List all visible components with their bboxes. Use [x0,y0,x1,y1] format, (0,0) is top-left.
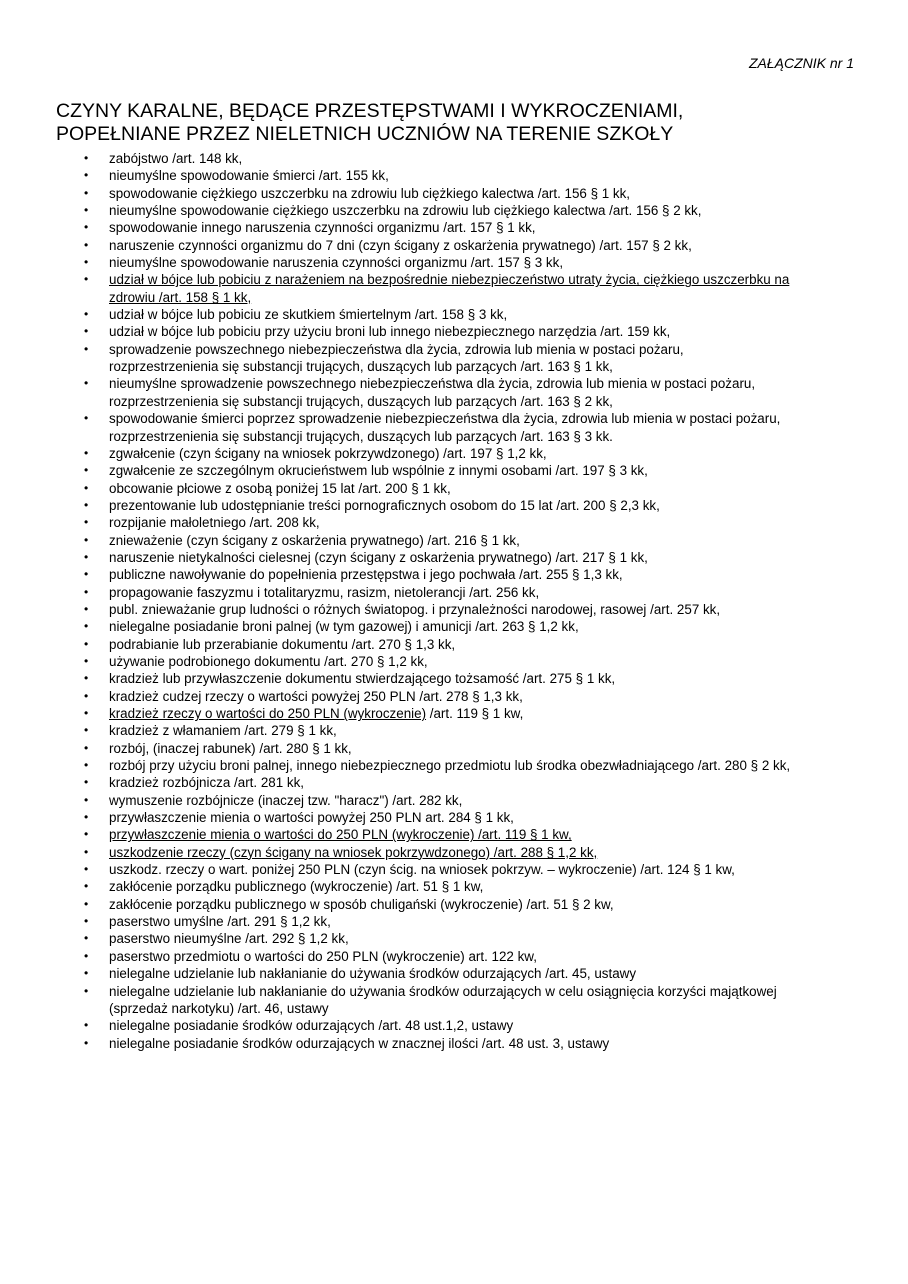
list-item-text: paserstwo umyślne /art. 291 § 1,2 kk, [109,914,331,930]
bullet-icon: • [84,515,89,530]
list-item-text: uszkodz. rzeczy o wart. poniżej 250 PLN (czyn ścig. na wniosek pokrzyw. – wykroczenie) /art. 124 § 1 kw, [109,862,735,878]
list-item-text: przywłaszczenie mienia o wartości powyżej 250 PLN art. 284 § 1 kk, [109,810,514,826]
bullet-icon: • [84,688,89,703]
list-item [84,167,854,184]
list-item [84,913,854,930]
list-item [84,1017,854,1034]
list-item-text: uszkodzenie rzeczy (czyn ścigany na wniosek pokrzywdzonego) /art. 288 § 1,2 kk, [109,844,598,860]
list-item-text-continued: rozprzestrzenienia się substancji trujących, duszących lub parzących /art. 163 § 3 kk. [109,428,613,444]
bullet-icon: • [84,601,89,616]
list-item-text: spowodowanie innego naruszenia czynności organizmu /art. 157 § 1 kk, [109,220,536,236]
list-item [84,219,854,236]
list-item-text: naruszenie czynności organizmu do 7 dni (czyn ścigany z oskarżenia prywatnego) /art. 157 § 2 kk, [109,237,692,253]
bullet-icon: • [84,896,89,911]
bullet-icon: • [84,549,89,564]
list-item-text: spowodowanie ciężkiego uszczerbku na zdrowiu lub ciężkiego kalectwa /art. 156 § 1 kk, [109,185,631,201]
underlined-text: kradzież rzeczy o wartości do 250 PLN (wykroczenie) [109,706,427,721]
list-item [84,948,854,965]
bullet-icon: • [84,723,89,738]
bullet-icon: • [84,636,89,651]
list-item-text: nielegalne posiadanie środków odurzających w znacznej ilości /art. 48 ust. 3, ustawy [109,1035,610,1051]
bullet-icon: • [84,758,89,773]
list-item-text: nieumyślne spowodowanie śmierci /art. 155 kk, [109,168,389,184]
list-item [84,497,854,514]
list-item-text: nieumyślne spowodowanie naruszenia czynności organizmu /art. 157 § 3 kk, [109,255,564,271]
list-item [84,653,854,670]
bullet-icon: • [84,445,89,460]
bullet-icon: • [84,931,89,946]
list-item-text: rozbój, (inaczej rabunek) /art. 280 § 1 kk, [109,740,352,756]
bullet-icon: • [84,220,89,235]
bullet-icon: • [84,740,89,755]
bullet-icon: • [84,948,89,963]
bullet-icon: • [84,307,89,322]
list-item-text: prezentowanie lub udostępnianie treści pornograficznych osobom do 15 lat /art. 200 § 2,3 kk, [109,497,660,513]
bullet-icon: • [84,810,89,825]
list-item [84,792,854,809]
list-item [84,688,854,705]
list-item-text: nieumyślne sprowadzenie powszechnego niebezpieczeństwa dla życia, zdrowia lub mienia w postaci pożaru, [109,376,756,392]
bullet-icon: • [84,463,89,478]
list-item-text: zgwałcenie (czyn ścigany na wniosek pokrzywdzonego) /art. 197 § 1,2 kk, [109,445,547,461]
list-item [84,410,854,445]
list-item [84,254,854,271]
document-title [56,100,856,146]
bullet-icon: • [84,255,89,270]
list-item-text-continued: zdrowiu /art. 158 § 1 kk, [109,289,252,305]
bullet-icon: • [84,341,89,356]
bullet-icon: • [84,983,89,998]
list-item-text: paserstwo przedmiotu o wartości do 250 PLN (wykroczenie) art. 122 kw, [109,948,537,964]
list-item-text: udział w bójce lub pobiciu z narażeniem na bezpośrednie niebezpieczeństwo utraty życia, ciężkiego uszczerbku na [109,272,790,288]
list-item [84,809,854,826]
list-item [84,705,854,722]
list-item [84,618,854,635]
list-item-text: sprowadzenie powszechnego niebezpieczeństwa dla życia, zdrowia lub mienia w postaci pożaru, [109,341,684,357]
list-item-text: udział w bójce lub pobiciu przy użyciu broni lub innego niebezpiecznego narzędzia /art. 159 kk, [109,324,671,340]
bullet-icon: • [84,168,89,183]
list-item-text: rozpijanie małoletniego /art. 208 kk, [109,515,320,531]
list-item [84,375,854,410]
list-item-text [109,705,854,722]
bullet-icon: • [84,775,89,790]
list-item-text-continued: (sprzedaż narkotyku) /art. 46, ustawy [109,1000,329,1016]
bullet-icon: • [84,185,89,200]
list-item-text: zgwałcenie ze szczególnym okrucieństwem lub wspólnie z innymi osobami /art. 197 § 3 kk, [109,463,648,479]
list-item [84,532,854,549]
list-item-text: publ. znieważanie grup ludności o różnych światopog. i przynależności narodowej, rasowej /art. 257 kk, [109,601,721,617]
list-item-text: przywłaszczenie mienia o wartości do 250 PLN (wykroczenie) /art. 119 § 1 kw, [109,827,572,843]
list-item [84,584,854,601]
title-line-2: POPEŁNIANE PRZEZ NIELETNICH UCZNIÓW NA TERENIE SZKOŁY [56,123,674,145]
list-item-text: propagowanie faszyzmu i totalitaryzmu, rasizm, nietolerancji /art. 256 kk, [109,584,540,600]
list-item [84,480,854,497]
list-item-text: kradzież rozbójnicza /art. 281 kk, [109,775,304,791]
list-item [84,896,854,913]
list-item [84,323,854,340]
list-item-text: zakłócenie porządku publicznego w sposób chuligański (wykroczenie) /art. 51 § 2 kw, [109,896,614,912]
annex-label: ZAŁĄCZNIK nr 1 [748,55,854,71]
list-item [84,878,854,895]
bullet-icon: • [84,653,89,668]
bullet-icon: • [84,966,89,981]
list-item-text: kradzież z włamaniem /art. 279 § 1 kk, [109,723,337,739]
bullet-icon: • [84,376,89,391]
list-item-text-continued: rozprzestrzenienia się substancji trujących, duszących lub parzących /art. 163 § 2 kk, [109,393,613,409]
list-item-text: rozbój przy użyciu broni palnej, innego niebezpiecznego przedmiotu lub środka obezwładniającego /art. 280 § 2 kk, [109,758,791,774]
bullet-icon: • [84,203,89,218]
list-item [84,740,854,757]
list-item-text: obcowanie płciowe z osobą poniżej 15 lat /art. 200 § 1 kk, [109,480,451,496]
list-item-text: spowodowanie śmierci poprzez sprowadzenie niebezpieczeństwa dla życia, zdrowia lub mienia w postaci pożaru, [109,411,781,427]
bullet-icon: • [84,844,89,859]
bullet-icon: • [84,792,89,807]
list-item-text: używanie podrobionego dokumentu /art. 270 § 1,2 kk, [109,653,428,669]
list-item [84,462,854,479]
list-item-text: paserstwo nieumyślne /art. 292 § 1,2 kk, [109,931,349,947]
list-item-text: nielegalne udzielanie lub nakłanianie do używania środków odurzających /art. 45, ustawy [109,966,637,982]
list-item [84,844,854,861]
list-item [84,826,854,843]
list-item [84,202,854,219]
list-item-text: znieważenie (czyn ścigany z oskarżenia prywatnego) /art. 216 § 1 kk, [109,532,520,548]
list-item [84,185,854,202]
bullet-icon: • [84,862,89,877]
bullet-icon: • [84,827,89,842]
bullet-icon: • [84,480,89,495]
list-item [84,237,854,254]
bullet-icon: • [84,151,89,165]
list-item-text: nieumyślne spowodowanie ciężkiego uszczerbku na zdrowiu lub ciężkiego kalectwa /art. 156 § 2 kk, [109,203,702,219]
bullet-icon: • [84,879,89,894]
list-item [84,774,854,791]
bullet-icon: • [84,671,89,686]
title-line-1: CZYNY KARALNE, BĘDĄCE PRZESTĘPSTWAMI I WYKROCZENIAMI, [56,100,684,122]
list-item [84,983,854,1018]
list-item-text: kradzież cudzej rzeczy o wartości powyżej 250 PLN /art. 278 § 1,3 kk, [109,688,523,704]
list-item-text: naruszenie nietykalności cielesnej (czyn ścigany z oskarżenia prywatnego) /art. 217 § 1 kk, [109,549,648,565]
list-item [84,722,854,739]
bullet-icon: • [84,532,89,547]
list-item-text: nielegalne udzielanie lub nakłanianie do używania środków odurzających w celu osiągnięcia korzyści majątkowej [109,983,777,999]
list-item-text: nielegalne posiadanie środków odurzających /art. 48 ust.1,2, ustawy [109,1018,514,1034]
list-item-text: podrabianie lub przerabianie dokumentu /art. 270 § 1,3 kk, [109,636,456,652]
bullet-icon: • [84,324,89,339]
list-item [84,965,854,982]
list-item-text: publiczne nawoływanie do popełnienia przestępstwa i jego pochwała /art. 255 § 1,3 kk, [109,567,623,583]
list-item [84,150,854,167]
list-item [84,445,854,462]
list-item-text: kradzież lub przywłaszczenie dokumentu stwierdzającego tożsamość /art. 275 § 1 kk, [109,671,616,687]
list-item-text: nielegalne posiadanie broni palnej (w tym gazowej) i amunicji /art. 263 § 1,2 kk, [109,619,579,635]
list-item [84,930,854,947]
list-item [84,636,854,653]
offense-list [84,150,854,1052]
list-item [84,1035,854,1052]
bullet-icon: • [84,411,89,426]
list-item [84,549,854,566]
list-item-text: zabójstwo /art. 148 kk, [109,151,243,166]
bullet-icon: • [84,567,89,582]
list-item [84,306,854,323]
bullet-icon: • [84,1018,89,1033]
list-item-text: wymuszenie rozbójnicze (inaczej tzw. "haracz") /art. 282 kk, [109,792,463,808]
list-item-text: zakłócenie porządku publicznego (wykroczenie) /art. 51 § 1 kw, [109,879,484,895]
list-item [84,601,854,618]
bullet-icon: • [84,619,89,634]
list-item [84,861,854,878]
list-item [84,670,854,687]
list-item [84,757,854,774]
bullet-icon: • [84,584,89,599]
list-item [84,271,854,306]
list-item-text: udział w bójce lub pobiciu ze skutkiem śmiertelnym /art. 158 § 3 kk, [109,307,508,323]
bullet-icon: • [84,706,89,720]
bullet-icon: • [84,1035,89,1050]
list-item-text-continued: rozprzestrzenienia się substancji trujących, duszących lub parzących /art. 163 § 1 kk, [109,359,613,375]
bullet-icon: • [84,914,89,929]
list-item [84,514,854,531]
list-item [84,341,854,376]
bullet-icon: • [84,237,89,252]
bullet-icon: • [84,272,89,287]
list-item [84,566,854,583]
list-item-text-rest: /art. 119 § 1 kw, [426,706,524,721]
bullet-icon: • [84,497,89,512]
